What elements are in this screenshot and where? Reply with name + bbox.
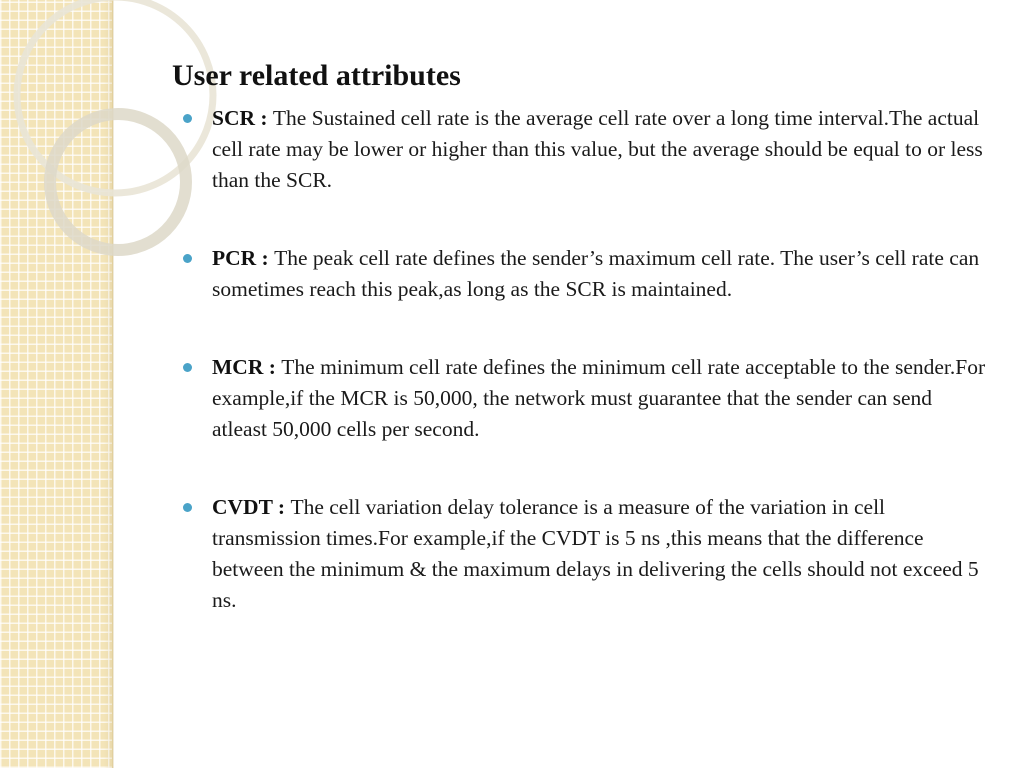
bullet-item-scr: [212, 103, 987, 196]
bullet-text: The peak cell rate defines the sender’s maximum cell rate. The user’s cell rate can sometimes reach this peak,as long as the SCR is maintained.: [212, 246, 980, 301]
bullet-list: [212, 103, 987, 663]
bullet-item-mcr: [212, 352, 987, 445]
bullet-term: PCR :: [212, 246, 275, 270]
bullet-dot-icon: [183, 254, 192, 263]
bullet-text: The minimum cell rate defines the minimum cell rate acceptable to the sender.For example,if the MCR is 50,000, the network must guarantee that the sender can send atleast 50,000 cells per second.: [212, 355, 986, 441]
bullet-term: MCR :: [212, 355, 282, 379]
slide-title: User related attributes: [172, 59, 461, 92]
bullet-term: CVDT :: [212, 495, 291, 519]
bullet-item-pcr: [212, 243, 987, 305]
bullet-dot-icon: [183, 363, 192, 372]
bullet-dot-icon: [183, 503, 192, 512]
bullet-text: The Sustained cell rate is the average cell rate over a long time interval.The actual cell rate may be lower or higher than this value, but the average should be equal to or less than the SCR.: [212, 106, 983, 192]
bullet-term: SCR :: [212, 106, 273, 130]
bullet-item-cvdt: [212, 492, 987, 616]
bullet-dot-icon: [183, 114, 192, 123]
bullet-text: The cell variation delay tolerance is a measure of the variation in cell transmission times.For example,if the CVDT is 5 ns ,this means that the difference between the minimum & the maximum delays in delivering the cells should not exceed 5 ns.: [212, 495, 979, 612]
